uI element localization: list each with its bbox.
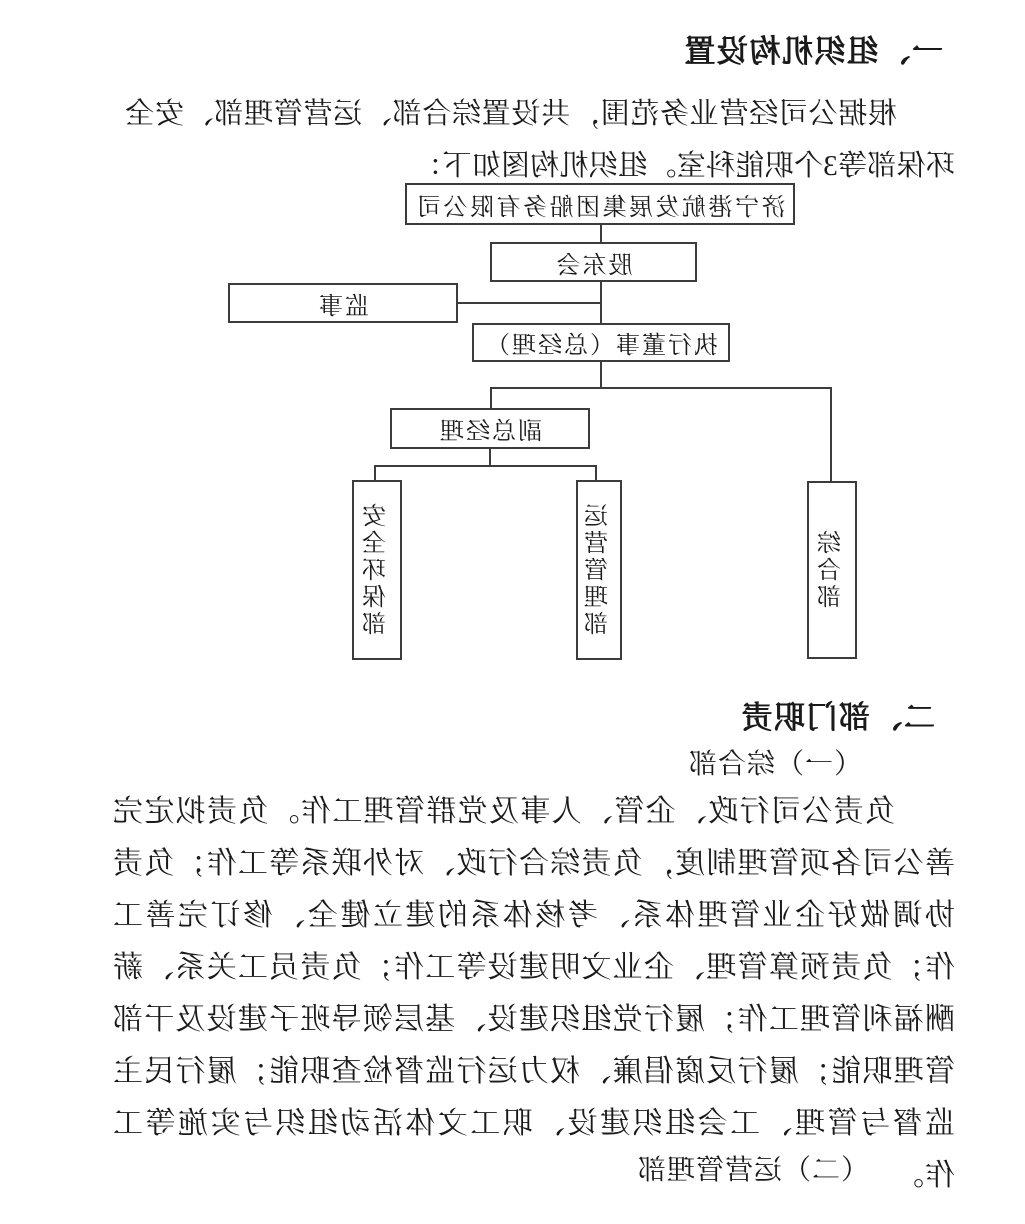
connector-drop-safety-dept: [374, 465, 376, 480]
connector-execdir-stub: [600, 362, 602, 388]
org-node-shareholders-meeting: 股东会: [490, 242, 697, 282]
org-node-operations-dept: 运营管理部: [576, 480, 622, 660]
connector-supervisor-branch: [458, 302, 602, 304]
general-dept-duties-paragraph: 负责公司行政、企管、人事及党群管理工作。负责拟定完善公司各项管理制度，负责综合行政、对外联系等工作；负责协调做好企业管理体系、考核体系的建立健全、修订完善工作；负责预算管理、企业文明建设等工作；负责员工关系、薪酬福利管理工作；履行党组织建设、基层领导班子建设及干部管理职能；履行反腐倡廉、权力运行监督检查职能；履行民主监督与管理、工会组织建设、职工文体活动组织与实施等工作。: [112, 795, 955, 1192]
org-node-company: 济宁港航发展集团船务有限公司: [405, 183, 795, 225]
connector-main-horizontal: [490, 387, 832, 389]
connector-drop-deputy-gm: [490, 387, 492, 408]
subsection-2-heading: （二）运营管理部: [636, 1155, 869, 1186]
org-node-executive-director: 执行董事（总经理）: [472, 323, 730, 362]
org-node-safety-dept: 安全环保部: [352, 480, 402, 660]
connector-drop-operations-dept: [595, 465, 597, 480]
org-node-deputy-general-manager: 副总经理: [390, 408, 590, 449]
connector-deputygm-stub: [489, 449, 491, 466]
section-1-heading: 一、组织机构设置: [683, 34, 943, 69]
org-node-general-dept: 综合部: [807, 481, 857, 659]
connector-company-shareholders: [600, 225, 602, 242]
subsection-1-heading: （一）综合部: [687, 749, 862, 780]
org-node-supervisor: 监事: [228, 283, 458, 323]
intro-paragraph: 根据公司经营业务范围，共设置综合部、运营管理部、安全环保部等3个职能科室。组织机构图如下：: [125, 98, 955, 182]
connector-sub-horizontal: [374, 465, 597, 467]
connector-drop-general-dept: [830, 387, 832, 481]
section-2-heading: 二、部门职责: [740, 700, 935, 735]
